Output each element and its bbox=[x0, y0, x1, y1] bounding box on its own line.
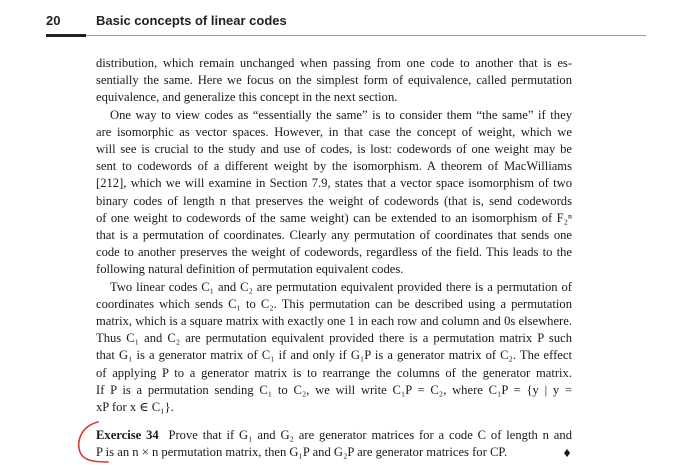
text-line: Two linear codes C₁ and C₂ are permutation equivalent provided there is a permutation of bbox=[110, 279, 572, 294]
text-line: sentially the same. Here we focus on the simplest form of equivalence, called permutation bbox=[96, 73, 572, 88]
exercise-text-line1: Prove that if G₁ and G₂ are generator matrices for a code C of length n and bbox=[168, 428, 572, 442]
text-line: Thus C₁ and C₂ are permutation equivalent provided there is a permutation matrix P such bbox=[96, 331, 572, 346]
header-rule bbox=[86, 35, 646, 36]
end-of-exercise-icon: ♦ bbox=[562, 447, 572, 461]
text-line: distribution, which remain unchanged when passing from one code to another that is es- bbox=[96, 56, 572, 70]
text-line: matrix, which is a square matrix with exactly one 1 in each row and column and 0s elsewhere. bbox=[96, 314, 572, 329]
text-line: equivalence, and generalize this concept in the next section. bbox=[96, 90, 398, 105]
text-line: are isomorphic as vector spaces. However, in that case the concept of weight, which we bbox=[96, 124, 572, 139]
page-header bbox=[46, 13, 646, 35]
text-line: sent to codewords of a different weight by the isomorphism. A theorem of MacWilliams bbox=[96, 159, 572, 174]
text-line: xP for x ∈ C₁}. bbox=[96, 400, 174, 415]
text-line: If P is a permutation sending C₁ to C₂, we will write C₁P = C₂, where C₁P = {y | y = bbox=[96, 382, 572, 397]
exercise-label: Exercise 34 bbox=[96, 428, 159, 442]
text-line: coordinates which sends C₁ to C₂. This permutation can be described using a permutation bbox=[96, 296, 572, 311]
text-line: code to another preserves the weight of codewords, regardless of the field. This leads to the bbox=[96, 245, 572, 260]
text-line: binary codes of length n that preserves the weight of codewords (that is, send codewords bbox=[96, 193, 572, 208]
exercise-34 bbox=[96, 427, 572, 462]
running-head: Basic concepts of linear codes bbox=[96, 13, 287, 28]
paragraph-isomorphism bbox=[96, 107, 572, 279]
paragraph-continuation bbox=[96, 55, 572, 107]
text-line: will see is crucial to the study and use of codes, is lost: codewords of one weight may be bbox=[96, 142, 572, 157]
page-number: 20 bbox=[46, 13, 61, 28]
text-line: of one weight to codewords of the same weight) can be extended to an isomorphism of F₂ⁿ bbox=[96, 210, 572, 225]
handwritten-bracket-mark bbox=[72, 418, 112, 466]
body-text bbox=[96, 55, 572, 416]
paragraph-definition bbox=[96, 279, 572, 417]
text-line: [212], which we will examine in Section 7.9, states that a vector space isomorphism of two bbox=[96, 176, 572, 191]
text-line: that is a permutation of coordinates. Clearly any permutation of coordinates that sends one bbox=[96, 228, 572, 243]
text-line: One way to view codes as “essentially the same” is to consider them “the same” if they bbox=[110, 107, 572, 122]
header-rule-thick bbox=[46, 34, 86, 37]
exercise-text-line2: P is an n × n permutation matrix, then G₁P and G₂P are generator matrices for CP. bbox=[96, 445, 508, 460]
text-line: of applying P to a generator matrix is to rearrange the columns of the generator matrix. bbox=[96, 365, 572, 380]
text-line: following natural definition of permutation equivalent codes. bbox=[96, 262, 404, 277]
text-line: that G₁ is a generator matrix of C₁ if and only if G₁P is a generator matrix of C₂. The effect bbox=[96, 348, 572, 363]
